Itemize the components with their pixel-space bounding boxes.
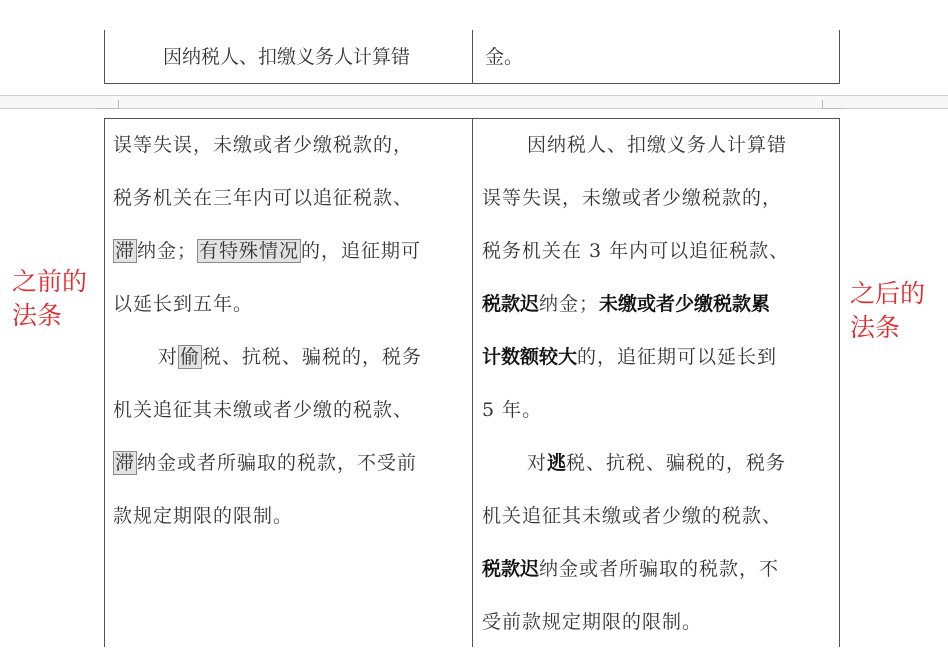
old-law-line <box>113 278 253 331</box>
column-divider <box>472 30 473 83</box>
page-break <box>0 95 948 109</box>
text-segment: 误等失误，未缴或者少缴税款的， <box>113 134 414 156</box>
old-law-line <box>113 225 421 278</box>
table-top-row <box>104 30 840 84</box>
text-segment: 误等失误，未缴或者少缴税款的， <box>482 187 783 209</box>
text-segment: 以延长到五年。 <box>113 293 254 315</box>
text-segment: 税、抗税、骗税的，税务 <box>202 346 423 368</box>
text-segment: 对 <box>158 346 179 368</box>
new-law-line <box>482 490 782 543</box>
text-segment: 纳金或者所骗取的税款，不 <box>539 558 780 580</box>
old-law-line <box>113 437 417 490</box>
new-law-line <box>482 543 779 596</box>
text-segment: 受前款规定期限的限制。 <box>482 611 703 633</box>
page-corner-mark-left <box>96 100 119 109</box>
column-divider <box>472 119 473 647</box>
old-law-line <box>113 172 413 225</box>
comparison-table <box>104 118 840 647</box>
text-segment: 税务机关在 3 年内可以追征税款、 <box>482 240 790 262</box>
before-label-line-2: 法条 <box>12 301 63 330</box>
top-left-cell: 因纳税人、扣缴义务人计算错 <box>163 46 411 68</box>
text-segment: 5 年。 <box>482 399 543 421</box>
old-law-line <box>113 119 413 172</box>
new-law-line <box>482 437 786 490</box>
bold-changed-text: 计数额较大 <box>482 346 578 368</box>
top-right-cell: 金。 <box>485 46 524 68</box>
new-law-line <box>482 596 702 649</box>
highlighted-text: 有特殊情况 <box>199 240 300 262</box>
new-law-line <box>482 119 787 172</box>
before-label-line-1: 之前的 <box>12 267 88 296</box>
new-law-line <box>482 172 782 225</box>
text-segment: 因纳税人、扣缴义务人计算错 <box>527 134 788 156</box>
page-corner-mark-right <box>822 100 845 109</box>
text-segment: 税务机关在三年内可以追征税款、 <box>113 187 414 209</box>
text-segment: 机关追征其未缴或者少缴的税款、 <box>113 399 414 421</box>
text-segment: 税、抗税、骗税的，税务 <box>566 452 787 474</box>
text-segment: 机关追征其未缴或者少缴的税款、 <box>482 505 783 527</box>
highlighted-text: 滞 <box>115 240 136 262</box>
old-law-line <box>113 331 422 384</box>
text-segment: 款规定期限的限制。 <box>113 505 294 527</box>
text-segment: 纳金； <box>539 293 600 315</box>
bold-changed-text: 未缴或者少缴税款累 <box>599 293 771 315</box>
after-label-line-2: 法条 <box>850 313 901 342</box>
text-segment: 的，追征期可以延长到 <box>577 346 778 368</box>
before-law-label <box>12 265 87 333</box>
new-law-line <box>482 225 789 278</box>
text-segment: 对 <box>527 452 548 474</box>
bold-changed-text: 逃 <box>547 452 567 474</box>
text-segment: 纳金或者所骗取的税款，不受前 <box>137 452 418 474</box>
old-law-line <box>113 490 293 543</box>
new-law-line <box>482 384 542 437</box>
bold-changed-text: 税款迟 <box>482 558 540 580</box>
bold-changed-text: 税款迟 <box>482 293 540 315</box>
new-law-line <box>482 278 770 331</box>
text-segment: 纳金； <box>137 240 198 262</box>
new-law-line <box>482 331 777 384</box>
text-segment: 的，追征期可 <box>301 240 422 262</box>
after-law-label <box>850 277 925 345</box>
highlighted-text: 偷 <box>180 346 201 368</box>
after-label-line-1: 之后的 <box>850 279 926 308</box>
old-law-line <box>113 384 413 437</box>
highlighted-text: 滞 <box>115 452 136 474</box>
